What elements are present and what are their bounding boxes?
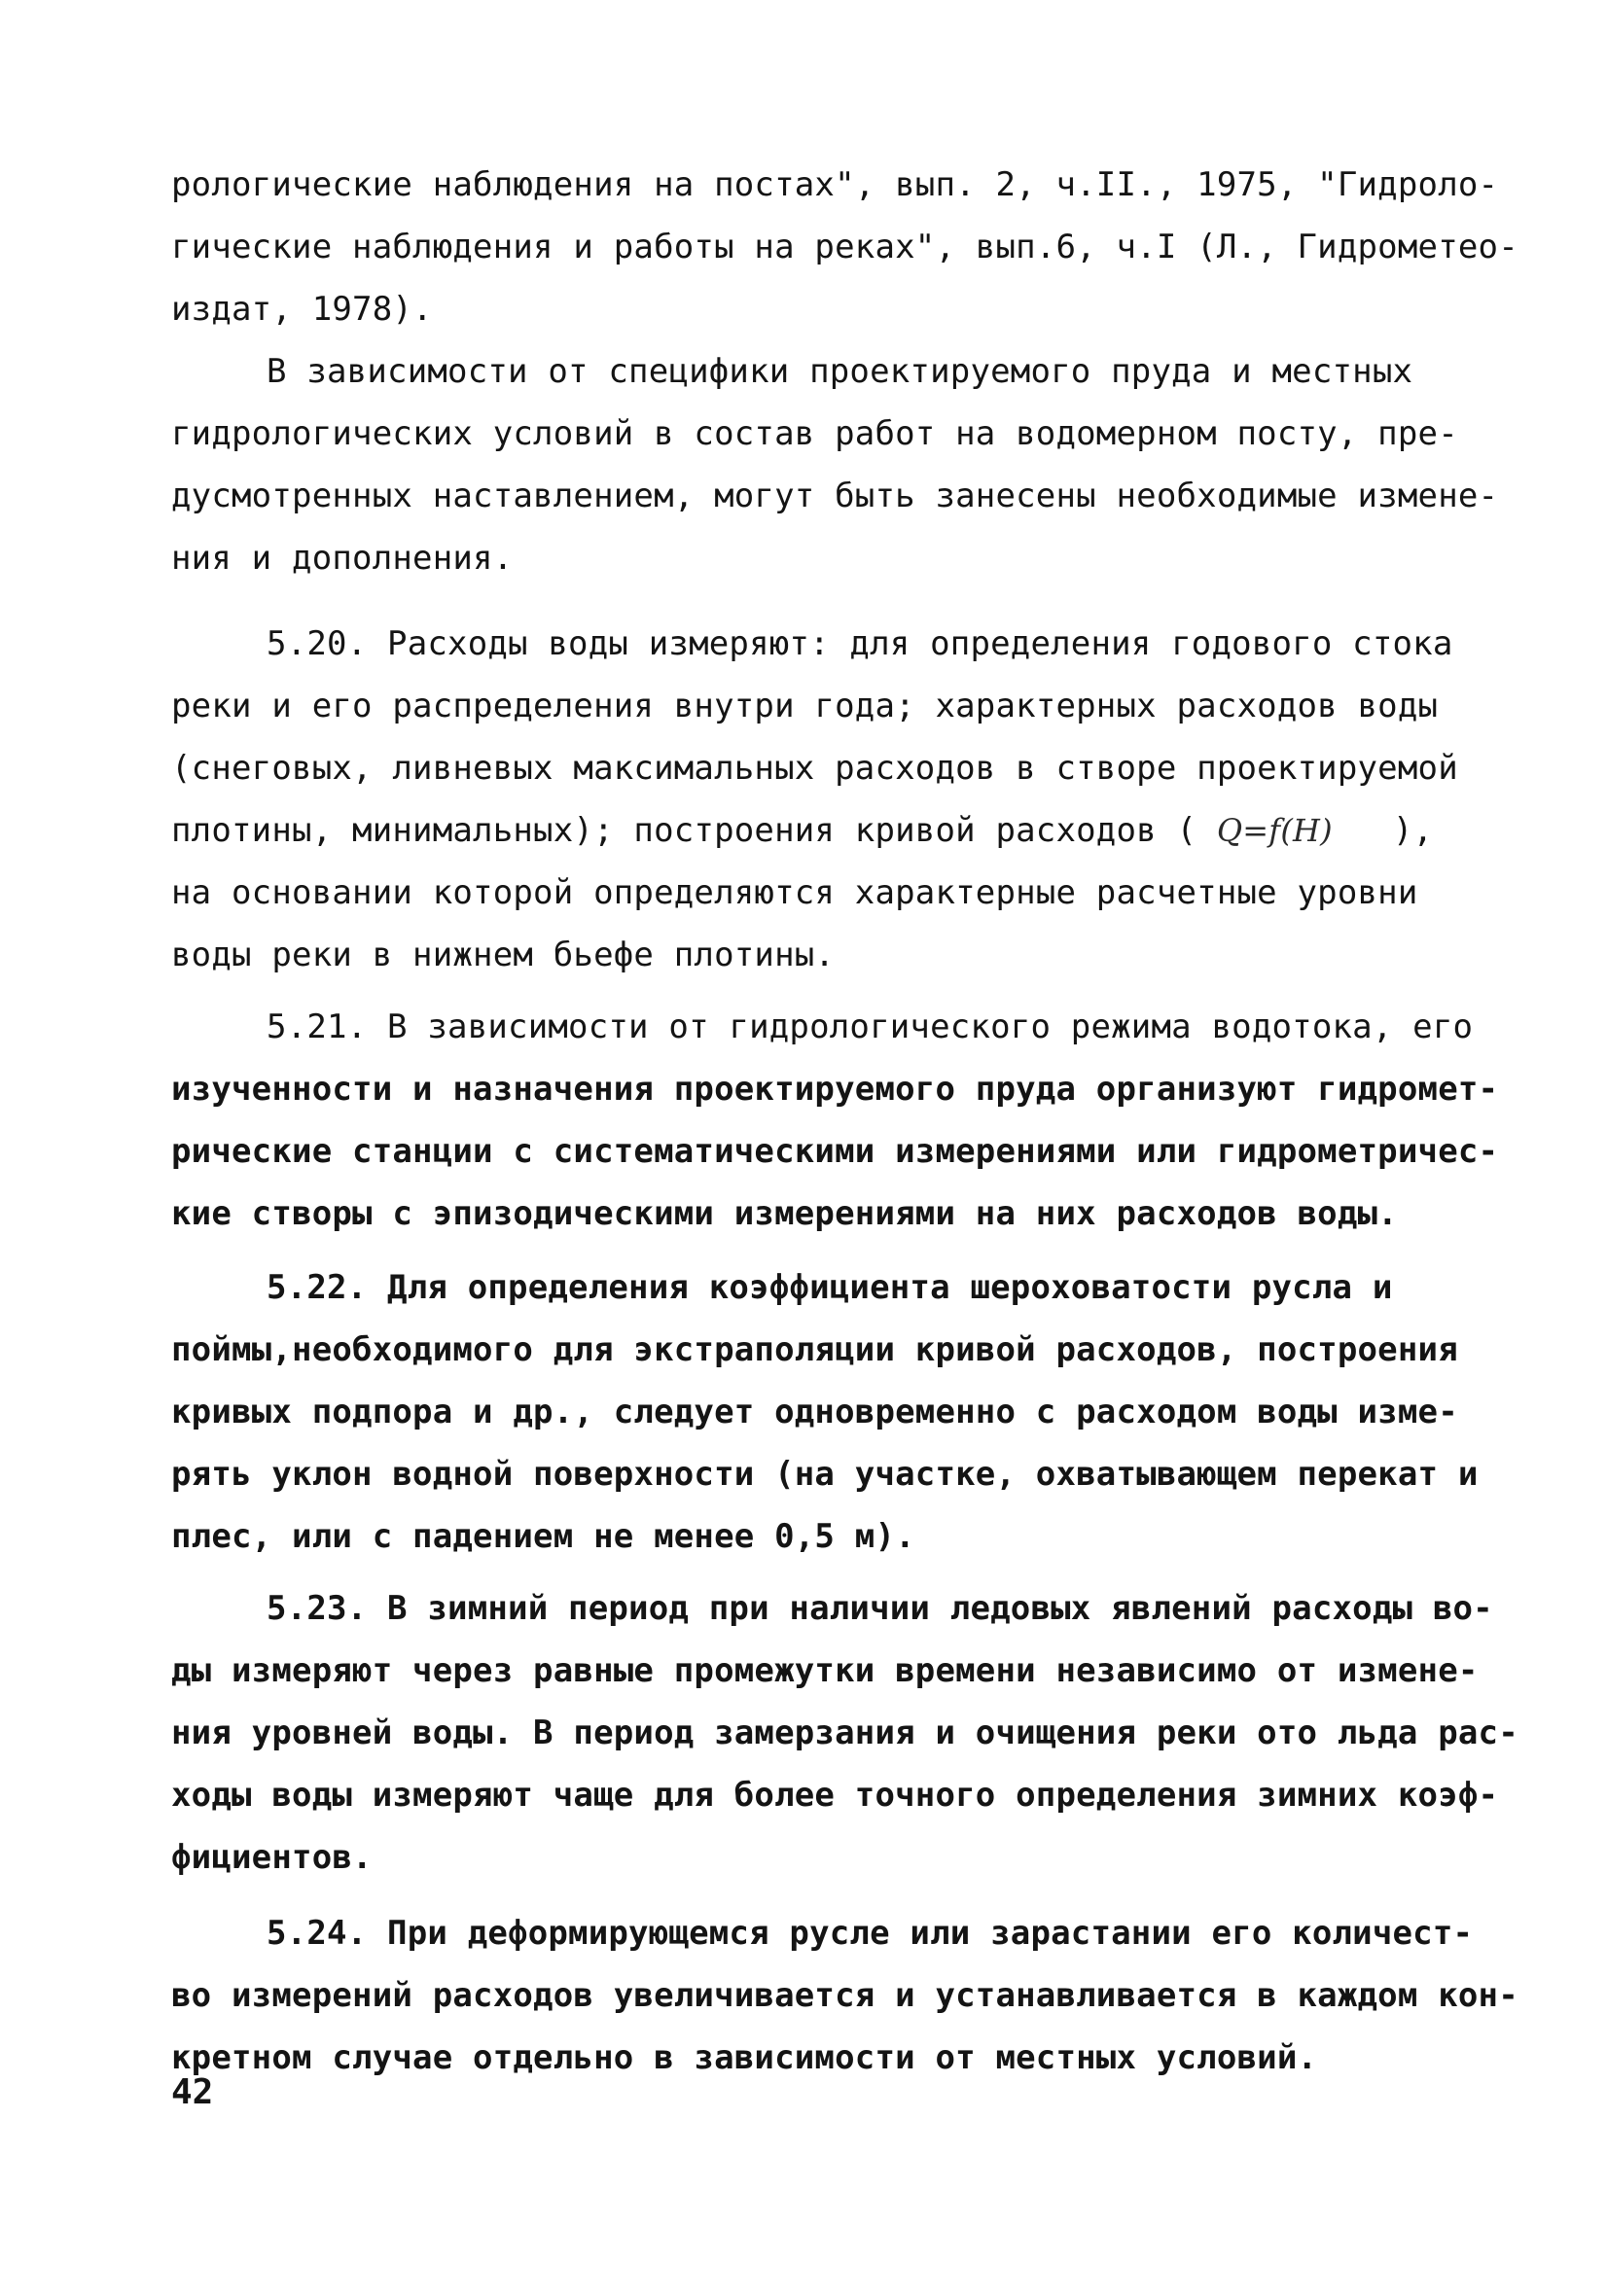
text-line: рять уклон водной поверхности (на участке, охватывающем перекат и bbox=[171, 1455, 1479, 1494]
text-line: изученности и назначения проектируемого пруда организуют гидромет- bbox=[171, 1070, 1499, 1109]
text-line: ходы воды измеряют чаще для более точного определения зимних коэф- bbox=[171, 1776, 1499, 1815]
formula-suffix: ), bbox=[1392, 811, 1434, 850]
text-line: гидрологических условий в состав работ на водомерном посту, пре- bbox=[171, 414, 1458, 453]
page-number: 42 bbox=[171, 2072, 214, 2112]
text-line: гические наблюдения и работы на реках", вып.6, ч.I (Л., Гидрометео- bbox=[171, 228, 1518, 266]
text-line: кривых подпора и др., следует одновременно с расходом воды изме- bbox=[171, 1393, 1458, 1431]
text-line: поймы,необходимого для экстраполяции кривой расходов, построения bbox=[171, 1330, 1458, 1369]
text-line: на основании которой определяются характерные расчетные уровни bbox=[171, 873, 1418, 912]
text-line: ния и дополнения. bbox=[171, 539, 514, 578]
text-line: 5.23. В зимний период при наличии ледовых явлений расходы во- bbox=[267, 1589, 1493, 1628]
text-line: ния уровней воды. В период замерзания и очищения реки ото льда рас- bbox=[171, 1713, 1518, 1752]
discharge-formula: Q=f(H) bbox=[1216, 812, 1333, 849]
text-line: во измерений расходов увеличивается и устанавливается в каждом кон- bbox=[171, 1976, 1518, 2015]
text-line: фициентов. bbox=[171, 1838, 373, 1877]
text-line: плес, или с падением не менее 0,5 м). bbox=[171, 1517, 915, 1556]
text-line: В зависимости от специфики проектируемого пруда и местных bbox=[267, 352, 1413, 391]
text-line: кие створы с эпизодическими измерениями на них расходов воды. bbox=[171, 1194, 1398, 1233]
text-line: рические станции с систематическими измерениями или гидрометричес- bbox=[171, 1132, 1499, 1171]
text-line: ды измеряют через равные промежутки времени независимо от измене- bbox=[171, 1651, 1479, 1690]
text-line: рологические наблюдения на постах", вып. 2, ч.II., 1975, "Гидроло- bbox=[171, 165, 1499, 204]
text-line: 5.20. Расходы воды измеряют: для определения годового стока bbox=[267, 624, 1453, 663]
text-line: 5.24. При деформирующемся русле или зарастании его количест- bbox=[267, 1914, 1474, 1953]
text-line: 5.22. Для определения коэффициента шероховатости русла и bbox=[267, 1268, 1393, 1307]
text-line: 5.21. В зависимости от гидрологического режима водотока, его bbox=[267, 1007, 1474, 1046]
text-line: издат, 1978). bbox=[171, 290, 433, 329]
text-line: воды реки в нижнем бьефе плотины. bbox=[171, 936, 836, 974]
text-line: плотины, минимальных); построения кривой расходов ( bbox=[171, 811, 1197, 850]
text-line: кретном случае отдельно в зависимости от местных условий. bbox=[171, 2038, 1318, 2077]
text-line: реки и его распределения внутри года; характерных расходов воды bbox=[171, 687, 1439, 725]
text-line: (снеговых, ливневых максимальных расходов в створе проектируемой bbox=[171, 749, 1458, 788]
text-line: дусмотренных наставлением, могут быть занесены необходимые измене- bbox=[171, 477, 1499, 515]
formula-line bbox=[171, 809, 1433, 852]
